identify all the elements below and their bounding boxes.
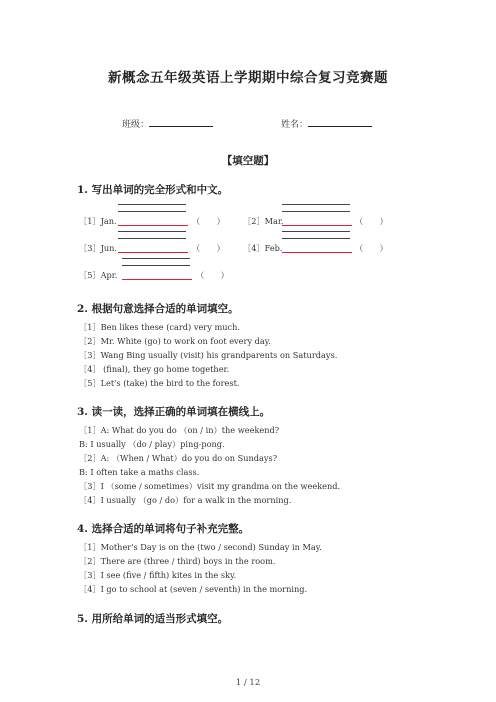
q2-line-1: ［1］Ben likes these (card) very much. <box>79 322 240 332</box>
writing-line <box>122 265 190 266</box>
writing-line <box>282 231 350 232</box>
item-label: ［5］Apr. <box>79 270 118 280</box>
name-label: 姓名： <box>281 120 309 130</box>
item-paren: （ ） <box>355 243 388 253</box>
q2-line-5: ［5］Let's (take) the bird to the forest. <box>79 378 240 388</box>
writing-line <box>118 238 186 239</box>
answer-line[interactable] <box>118 252 188 253</box>
item-paren: （ ） <box>196 270 229 280</box>
q2-line-3: ［3］Wang Bing usually (visit) his grandparents on Saturdays. <box>79 350 338 360</box>
writing-line <box>282 238 350 239</box>
writing-line <box>282 204 350 205</box>
q1-item-4 <box>243 243 283 254</box>
section-label: 【填空题】 <box>221 155 275 167</box>
q4-line-2: ［2］There are (three / third) boys in the room. <box>79 556 276 566</box>
class-field <box>122 117 213 130</box>
q1-item-1 <box>79 216 117 227</box>
q3-line-3: ［2］A: （When / What）do you do on Sundays? <box>79 453 278 463</box>
q3-line-6: ［4］I usually （go / do）for a walk in the morning. <box>79 495 292 505</box>
q3-line-5: ［3］I （some / sometimes）visit my grandma on the weekend. <box>79 481 341 491</box>
answer-line[interactable] <box>118 225 188 226</box>
item-paren: （ ） <box>192 216 225 226</box>
class-label: 班级： <box>122 120 150 130</box>
name-blank[interactable] <box>308 118 372 127</box>
q5-heading: 5. 用所给单词的适当形式填空。 <box>77 613 229 625</box>
item-paren: （ ） <box>192 243 225 253</box>
name-field <box>281 117 372 130</box>
writing-line <box>118 204 186 205</box>
q1-item-3 <box>79 243 117 254</box>
q1-item-2 <box>243 216 283 227</box>
page-number: 1 / 12 <box>235 678 261 688</box>
q3-heading: 3. 读一读，选择正确的单词填在横线上。 <box>77 406 271 418</box>
item-label: ［2］Mar. <box>243 216 284 226</box>
q3-line-4: B: I often take a maths class. <box>79 467 200 477</box>
q3-line-2: B: I usually （do / play）ping-pong. <box>79 439 225 449</box>
q2-line-2: ［2］Mr. White (go) to work on foot every day. <box>79 336 271 346</box>
q4-line-3: ［3］I see (five / fifth) kites in the sky. <box>79 570 237 580</box>
writing-line <box>282 211 350 212</box>
item-paren: （ ） <box>355 216 388 226</box>
page-title: 新概念五年级英语上学期期中综合复习竞赛题 <box>108 70 388 86</box>
q4-line-4: ［4］I go to school at (seven / seventh) in the morning. <box>79 584 308 594</box>
answer-line[interactable] <box>282 225 352 226</box>
q3-line-1: ［1］A: What do you do （on / in）the weekend? <box>79 425 280 435</box>
q4-line-1: ［1］Mother's Day is on the (two / second) Sunday in May. <box>79 542 322 552</box>
answer-line[interactable] <box>282 252 352 253</box>
q1-item-5 <box>79 270 117 281</box>
item-label: ［1］Jan. <box>79 216 117 226</box>
writing-line <box>118 231 186 232</box>
writing-line <box>118 211 186 212</box>
q2-heading: 2. 根据句意选择合适的单词填空。 <box>77 303 239 315</box>
writing-line <box>122 258 190 259</box>
q1-heading: 1. 写出单词的完全形式和中文。 <box>77 184 229 196</box>
class-blank[interactable] <box>149 118 213 127</box>
answer-line[interactable] <box>122 279 192 280</box>
q2-line-4: ［4］ (final), they go home together. <box>79 364 230 374</box>
item-label: ［4］Feb. <box>243 243 283 253</box>
q4-heading: 4. 选择合适的单词将句子补充完整。 <box>77 523 250 535</box>
item-label: ［3］Jun. <box>79 243 118 253</box>
